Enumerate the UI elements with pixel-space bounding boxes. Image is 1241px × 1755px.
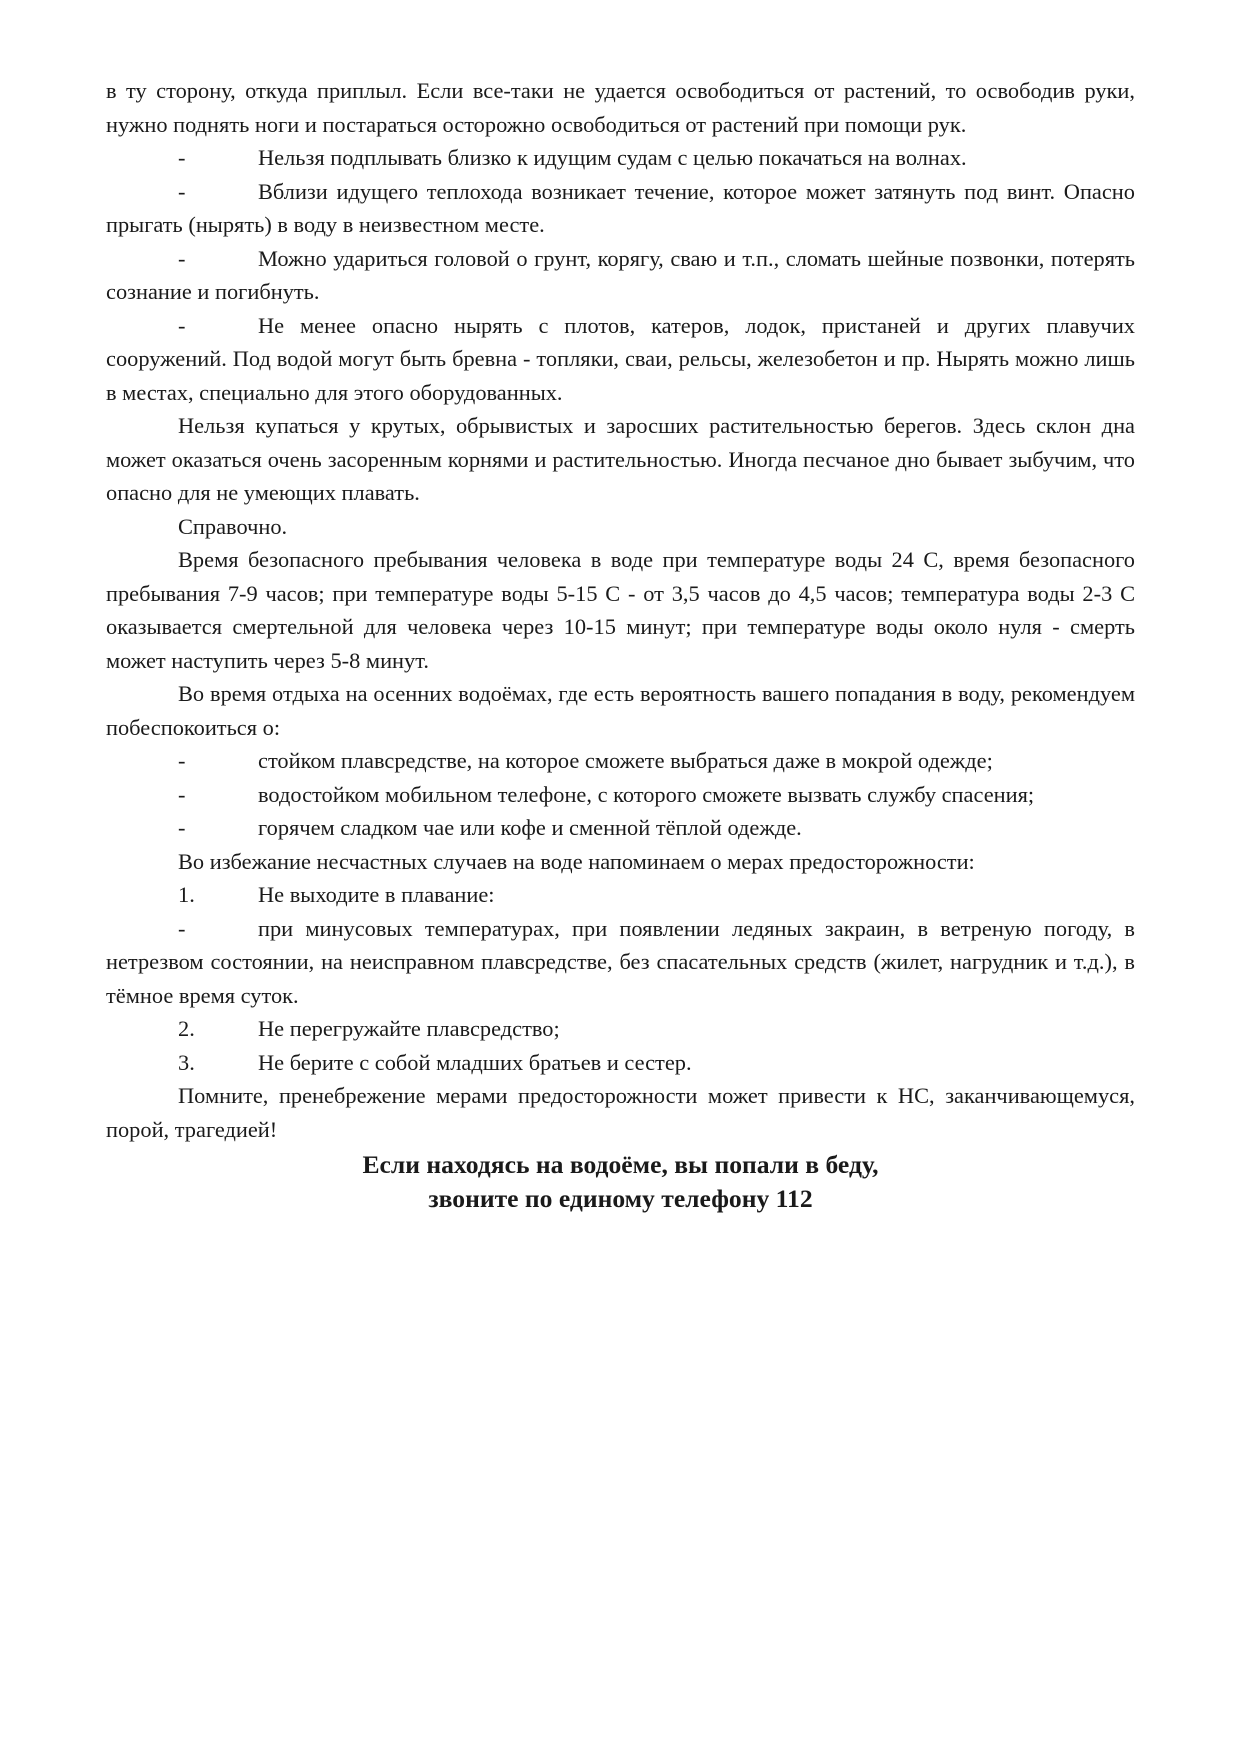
list-marker: -: [178, 145, 186, 170]
list-marker: -: [178, 312, 186, 338]
paragraph: Нельзя купаться у крутых, обрывистых и заросших растительностью берегов. Здесь склон дна может оказаться очень засоренным корнями и растительностью. Иногда песчаное дно бывает зыбучим, что опасно для не умеющих плавать.: [106, 413, 1135, 505]
list-marker: -: [178, 748, 186, 773]
list-marker: -: [178, 915, 186, 941]
list-item: [106, 242, 1135, 309]
numbered-item: [106, 1012, 1135, 1046]
closing-line-1: Если находясь на водоёме, вы попали в беду,: [362, 1150, 879, 1179]
paragraph: Время безопасного пребывания человека в воде при температуре воды 24 С, время безопасного пребывания 7-9 часов; при температуре воды 5-15 С - от 3,5 часов до 4,5 часов; температура воды 2-3 С оказывается смертельной для человека через 10-15 минут; при температуре воды около нуля - смерть может наступить через 5-8 минут.: [106, 547, 1135, 673]
list-marker: -: [178, 178, 186, 204]
paragraph: Во время отдыха на осенних водоёмах, где есть вероятность вашего попадания в воду, рекомендуем побеспокоиться о:: [106, 681, 1135, 740]
list-item: [106, 778, 1135, 812]
list-marker: -: [178, 815, 186, 840]
document-page: [106, 74, 1135, 1216]
list-item-text: Можно удариться головой о грунт, корягу, сваю и т.п., сломать шейные позвонки, потерять сознание и погибнуть.: [106, 245, 1135, 304]
list-item-text: Не перегружайте плавсредство;: [258, 1016, 560, 1041]
numbered-item: [106, 878, 1135, 912]
list-item: [106, 912, 1135, 1013]
paragraph: Во избежание несчастных случаев на воде напоминаем о мерах предосторожности:: [178, 848, 975, 874]
list-item: [106, 309, 1135, 410]
list-item-text: Не менее опасно нырять с плотов, катеров, лодок, пристаней и других плавучих сооружений. Под водой могут быть бревна - топляки, сваи, рельсы, железобетон и пр. Нырять можно лишь в местах, специально для этого оборудованных.: [106, 312, 1135, 405]
list-item-text: Нельзя подплывать близко к идущим судам с целью покачаться на волнах.: [258, 145, 967, 170]
list-item-text: Не берите с собой младших братьев и сестер.: [258, 1049, 692, 1075]
list-item-text: Не выходите в плавание:: [258, 882, 495, 907]
list-item: [106, 811, 1135, 845]
list-item: [106, 141, 1135, 175]
list-item-text: горячем сладком чае или кофе и сменной тёплой одежде.: [258, 815, 802, 840]
list-marker: -: [178, 245, 186, 271]
numbered-item: [106, 1046, 1135, 1080]
list-marker: 3.: [178, 1049, 195, 1075]
list-marker: 1.: [178, 882, 195, 907]
paragraph-reference-heading: Справочно.: [178, 513, 288, 539]
list-item: [106, 175, 1135, 242]
list-marker: 2.: [178, 1016, 195, 1041]
list-item-text: водостойком мобильном телефоне, с которого сможете вызвать службу спасения;: [258, 781, 1035, 807]
list-item-text: стойком плавсредстве, на которое сможете выбраться даже в мокрой одежде;: [258, 748, 993, 773]
paragraph-continuation: в ту сторону, откуда приплыл. Если все-таки не удается освободиться от растений, то освободив руки, нужно поднять ноги и постараться осторожно освободиться от растений при помощи рук.: [106, 78, 1135, 137]
list-item-text: Вблизи идущего теплохода возникает течение, которое может затянуть под винт. Опасно прыгать (нырять) в воду в неизвестном месте.: [106, 178, 1135, 237]
list-marker: -: [178, 781, 186, 807]
closing-line-2: звоните по единому телефону 112: [428, 1184, 813, 1213]
list-item-text: при минусовых температурах, при появлении ледяных закраин, в ветреную погоду, в нетрезвом состоянии, на неисправном плавсредстве, без спасательных средств (жилет, нагрудник и т.д.), в тёмное время суток.: [106, 915, 1135, 1008]
list-item: [106, 744, 1135, 778]
closing-emergency-notice: [106, 1148, 1135, 1216]
paragraph-warning: Помните, пренебрежение мерами предосторожности может привести к НС, заканчивающемуся, порой, трагедией!: [106, 1083, 1135, 1142]
